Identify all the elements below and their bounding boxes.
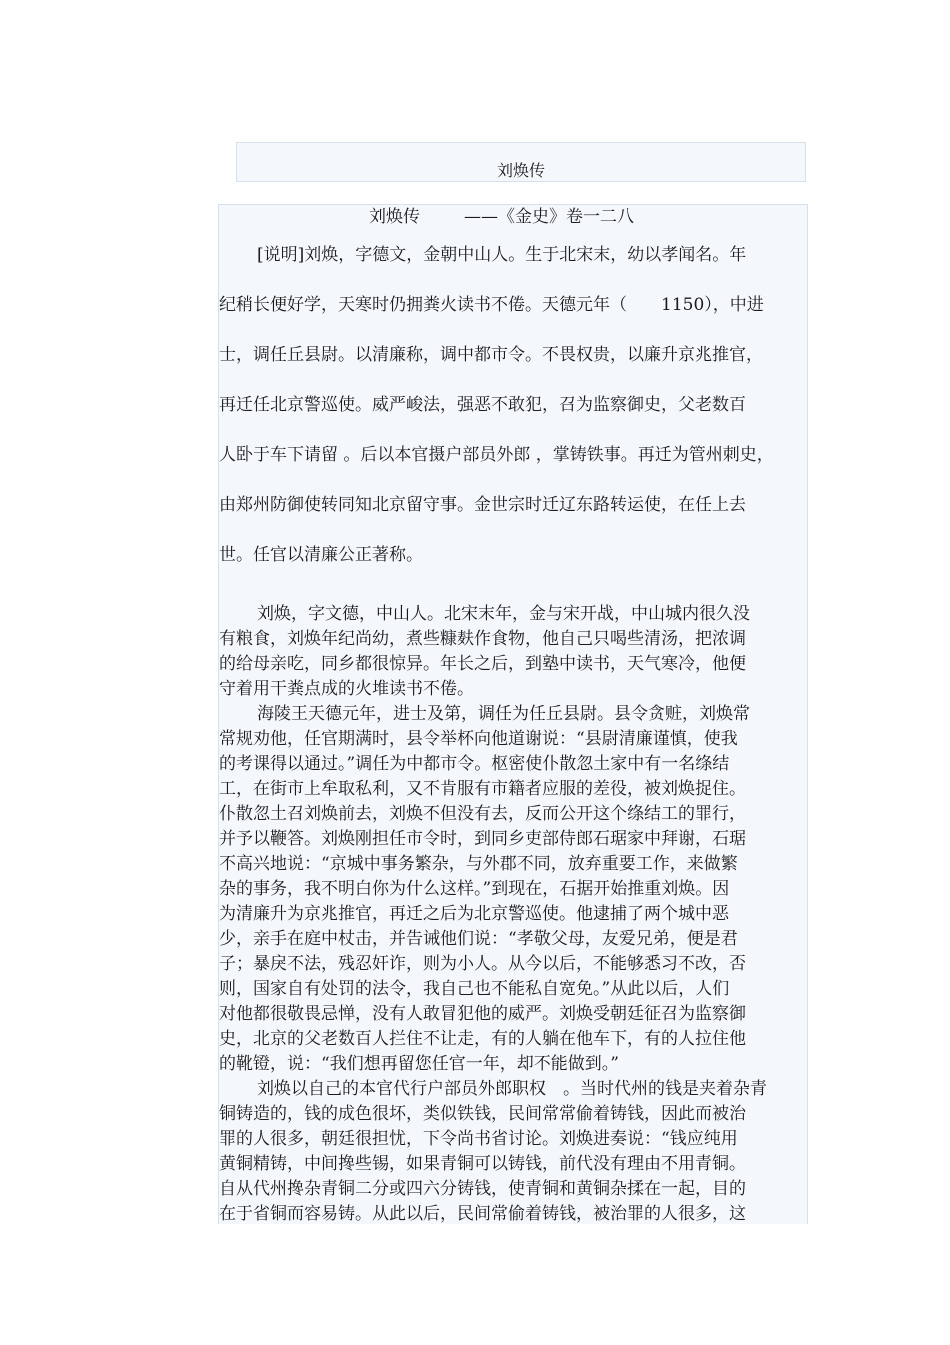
body-line: 罪的人很多，朝廷很担忧，下令尚书省讨论。刘焕进奏说：“钱应纯用 bbox=[219, 1129, 738, 1149]
intro-line: 纪稍长便好学，天寒时仍拥粪火读书不倦。天德元年（ 1150），中进 bbox=[219, 295, 764, 315]
body-line: 对他都很敬畏忌惮，没有人敢冒犯他的威严。刘焕受朝廷征召为监察御 bbox=[219, 1004, 746, 1024]
body-line: 则，国家自有处罚的法令，我自己也不能私自宽免。”从此以后，人们 bbox=[219, 979, 730, 999]
intro-line: 世。任官以清廉公正著称。 bbox=[219, 545, 423, 565]
article-content bbox=[218, 204, 808, 1224]
body-line: 子；暴戾不法，残忍奸诈，则为小人。从今以后，不能够悉习不改，否 bbox=[219, 954, 746, 974]
intro-line: [说明]刘焕，字德文，金朝中山人。生于北宋末，幼以孝闻名。年 bbox=[257, 245, 747, 265]
intro-line: 再迁任北京警巡使。威严峻法，强恶不敢犯，召为监察御史，父老数百 bbox=[219, 395, 746, 415]
body-line: 的靴镫，说：“我们想再留您任官一年，却不能做到。” bbox=[219, 1054, 619, 1074]
article-subtitle bbox=[369, 207, 634, 227]
body-line: 少，亲手在庭中杖击，并告诫他们说：“孝敬父母，友爱兄弟，便是君 bbox=[219, 929, 738, 949]
body-line: 并予以鞭答。刘焕刚担任市令时，到同乡吏部侍郎石琚家中拜谢，石琚 bbox=[219, 829, 746, 849]
body-line: 守着用干粪点成的火堆读书不倦。 bbox=[219, 679, 474, 699]
body-line: 的考课得以通过。”调任为中都市令。枢密使仆散忽土家中有一名绦结 bbox=[219, 754, 730, 774]
body-line: 海陵王天德元年，进士及第，调任为任丘县尉。县令贪赃，刘焕常 bbox=[257, 704, 750, 724]
title-box bbox=[236, 142, 806, 182]
intro-line: 由郑州防御使转同知北京留守事。金世宗时迁辽东路转运使，在任上去 bbox=[219, 495, 746, 515]
intro-line: 人卧于车下请留 。后以本官摄户部员外郎 ，掌铸铁事。再迁为管州刺史， bbox=[219, 445, 774, 465]
body-line: 史，北京的父老数百人拦住不让走，有的人躺在他车下，有的人拉住他 bbox=[219, 1029, 746, 1049]
body-line: 刘焕，字文德，中山人。北宋末年，金与宋开战，中山城内很久没 bbox=[257, 604, 750, 624]
body-line: 工，在街市上牟取私利，又不肯服有市籍者应服的差役，被刘焕捉住。 bbox=[219, 779, 746, 799]
body-line: 有粮食，刘焕年纪尚幼，煮些糠麸作食物，他自己只喝些清汤，把浓调 bbox=[219, 629, 746, 649]
body-line: 仆散忽土召刘焕前去，刘焕不但没有去，反而公开这个绦结工的罪行， bbox=[219, 804, 746, 824]
body-line: 不高兴地说：“京城中事务繁杂，与外郡不同，放弃重要工作，来做繁 bbox=[219, 854, 738, 874]
body-line: 的给母亲吃，同乡都很惊异。年长之后，到塾中读书，天气寒冷，他便 bbox=[219, 654, 746, 674]
body-line: 黄铜精铸，中间搀些锡，如果青铜可以铸钱，前代没有理由不用青铜。 bbox=[219, 1154, 746, 1174]
body-line: 在于省铜而容易铸。从此以后，民间常偷着铸钱，被治罪的人很多，这 bbox=[219, 1204, 746, 1224]
body-line: 自从代州搀杂青铜二分或四六分铸钱，使青铜和黄铜杂揉在一起，目的 bbox=[219, 1179, 746, 1199]
body-line: 常规劝他，任官期满时，县令举杯向他道谢说：“县尉清廉谨慎，使我 bbox=[219, 729, 738, 749]
body-line: 刘焕以自己的本官代行户部员外郎职权 。当时代州的钱是夹着杂青 bbox=[257, 1079, 767, 1099]
subtitle-name: 刘焕传 bbox=[369, 207, 420, 227]
page-title: 刘焕传 bbox=[496, 161, 545, 180]
body-line: 杂的事务，我不明白你为什么这样。”到现在，石据开始推重刘焕。因 bbox=[219, 879, 730, 899]
intro-line: 士，调任丘县尉。以清廉称，调中都市令。不畏权贵，以廉升京兆推官， bbox=[219, 345, 763, 365]
subtitle-source: ——《金史》卷一二八 bbox=[464, 207, 634, 227]
body-line: 为清廉升为京兆推官，再迁之后为北京警巡使。他逮捕了两个城中恶 bbox=[219, 904, 729, 924]
body-line: 铜铸造的，钱的成色很坏，类似铁钱，民间常常偷着铸钱，因此而被治 bbox=[219, 1104, 746, 1124]
